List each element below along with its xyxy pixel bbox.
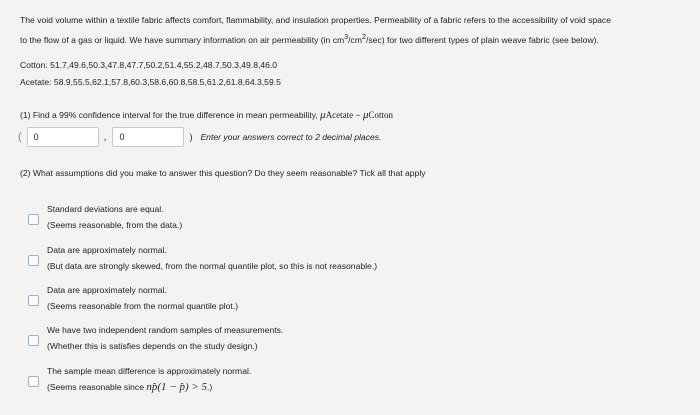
option-note (47, 379, 251, 395)
option-main: Standard deviations are equal. (47, 204, 164, 214)
option-note: (Seems reasonable, from the data.) (47, 220, 183, 230)
minus-sign: − (353, 110, 363, 120)
answer-hint: Enter your answers correct to 2 decimal places. (200, 132, 382, 142)
acetate-values: 58.9,55.5,62.1,57.8,60.3,58.6,60.8,58.5,61.2,61.8,64.3,59.5 (53, 77, 281, 87)
sub-cotton: Cotton (368, 110, 394, 120)
option-note: (Whether this is satisfies depends on the study design.) (47, 341, 258, 351)
checkbox[interactable] (28, 376, 39, 387)
note-math: np̂(1 − p̂) > 5 (146, 381, 208, 393)
intro-text-c: /sec) for two different types of plain weave fabric (see below). (365, 34, 599, 45)
interval-answer-row (18, 125, 381, 149)
close-paren: ) (189, 132, 193, 142)
mu-symbol-b: μ (362, 109, 369, 121)
option-main: We have two independent random samples of measurements. (47, 325, 284, 335)
intro-line-2 (20, 29, 611, 49)
open-paren: ( (18, 131, 22, 143)
question-1-prompt (20, 108, 393, 122)
intro-text-b: /cm (348, 34, 362, 45)
mu-acetate (320, 109, 353, 121)
q1-confidence: 99% (59, 110, 77, 120)
checkbox[interactable] (28, 295, 39, 306)
sub-acetate: Acetate (325, 110, 354, 120)
option-note: (Seems reasonable from the normal quantile plot.) (47, 301, 239, 311)
unit-superscript-2: 2 (361, 33, 366, 41)
cotton-label: Cotton: (20, 60, 48, 70)
note-suffix: .) (207, 382, 213, 392)
q1-prefix: (1) Find a (20, 110, 60, 120)
mu-cotton (363, 109, 393, 121)
option-main: The sample mean difference is approximately normal. (47, 366, 252, 376)
option-text (47, 282, 238, 314)
cotton-data (20, 57, 281, 74)
note-prefix: (Seems reasonable since (47, 382, 147, 392)
q1-suffix: confidence interval for the true difference in mean permeability, (76, 110, 321, 120)
cotton-values: 51.7,49.6,50.3,47.8,47.7,50.2,51.4,55.2,48.7,50.3,49.8,46.0 (50, 60, 278, 70)
option-main: Data are approximately normal. (47, 285, 167, 295)
acetate-label: Acetate: (20, 77, 52, 87)
unit-superscript-3: 3 (344, 33, 349, 41)
mu-symbol-a: μ (320, 109, 326, 121)
checkbox[interactable] (28, 214, 39, 225)
sample-data (20, 57, 281, 91)
checkbox[interactable] (28, 255, 39, 266)
option-text (47, 363, 251, 395)
problem-intro (20, 12, 611, 49)
lower-bound-input[interactable]: 0 (27, 127, 99, 147)
option-main: Data are approximately normal. (47, 245, 167, 255)
intro-text-a: to the flow of a gas or liquid. We have summary information on air permeability (in cm (20, 34, 345, 45)
comma: , (103, 131, 107, 143)
option-text (47, 201, 182, 233)
checkbox[interactable] (28, 335, 39, 346)
acetate-data (20, 74, 281, 91)
option-note: (But data are strongly skewed, from the normal quantile plot, so this is not reasonable.) (47, 261, 378, 271)
question-2-prompt: (2) What assumptions did you make to answer this question? Do they seem reasonable? Tick all that apply (20, 168, 426, 178)
option-text (47, 242, 377, 274)
option-text (47, 322, 283, 354)
intro-line-1: The void volume within a textile fabric affects comfort, flammability, and insulation properties. Permeability of a fabric refers to the accessibility of void space (20, 15, 612, 25)
upper-bound-input[interactable]: 0 (112, 127, 184, 147)
